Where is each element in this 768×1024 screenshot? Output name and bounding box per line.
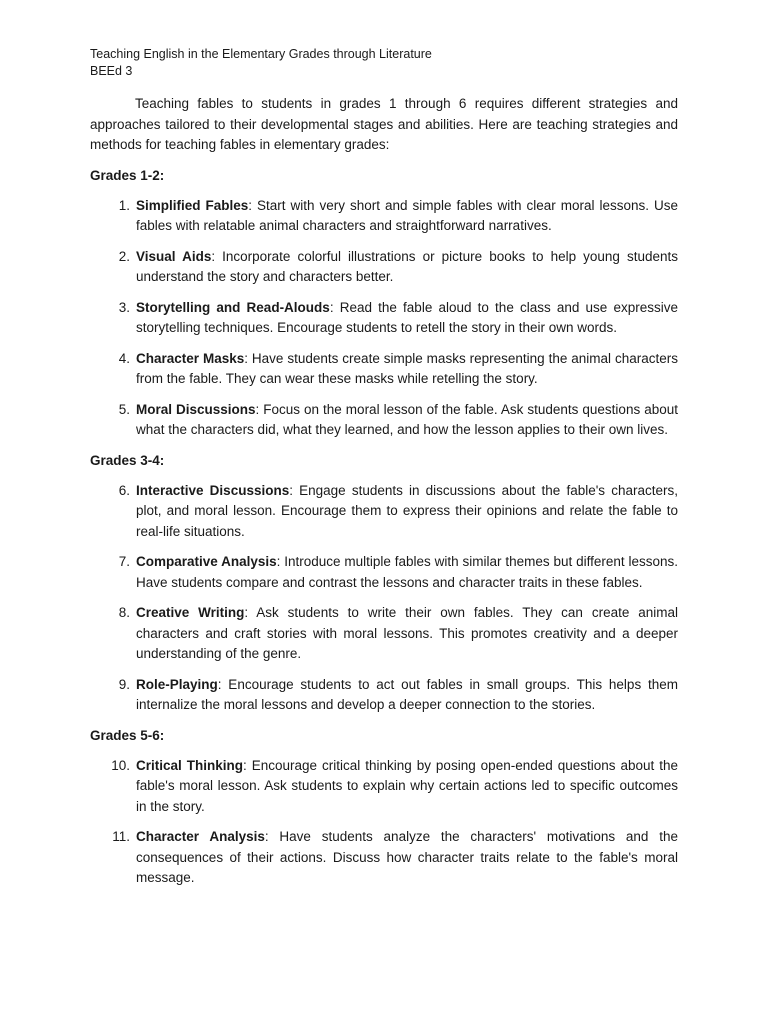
grade-heading: Grades 5-6: [90,727,165,743]
strategy-number: 5. [118,401,130,417]
strategy-description: : Encourage critical thinking by posing open-ended questions about the fable's moral lesson. Ask students to explain why certain actions led to specific outcomes in the story. [136,757,678,814]
strategy-term: Comparative Analysis [136,554,277,569]
strategy-term: Storytelling and Read-Alouds [136,299,330,315]
strategy-item [90,827,678,889]
strategy-term: Simplified Fables [136,197,249,213]
strategy-item [90,675,678,716]
strategy-term: Character Analysis [136,829,265,844]
strategy-item [90,552,678,593]
strategy-description: : Engage students in discussions about the fable's characters, plot, and moral lesson. Encourage them to express their opinions and relate the fable to real-life situations. [136,482,678,539]
strategy-number: 2. [118,248,130,264]
strategy-description: : Ask students to write their own fables. They can create animal characters and craft stories with moral lessons. This promotes creativity and a deeper understanding of the genre. [136,605,678,661]
strategy-item [90,400,678,441]
strategy-item [90,298,678,339]
strategy-term: Moral Discussions [136,401,256,417]
strategy-description: : Incorporate colorful illustrations or picture books to help young students understand the story and characters better. [136,248,678,284]
strategy-item [90,756,678,818]
strategy-description: : Encourage students to act out fables in small groups. This helps them internalize the moral lessons and develop a deeper connection to the stories. [136,676,678,712]
strategy-term: Visual Aids [136,248,212,264]
strategy-description: : Have students analyze the characters' motivations and the consequences of their actions. Discuss how character traits relate to the fable's moral message. [136,829,678,885]
strategy-number: 10. [111,757,130,773]
grade-heading: Grades 3-4: [90,452,165,468]
course-section: BEEd 3 [90,64,133,78]
course-title: Teaching English in the Elementary Grades through Literature [90,47,432,61]
strategy-description: : Focus on the moral lesson of the fable. Ask students questions about what the characters did, what they learned, and how the lesson applies to their own lives. [136,401,678,437]
strategy-list [90,196,678,441]
strategy-list [90,481,678,716]
strategy-description: : Start with very short and simple fables with clear moral lessons. Use fables with relatable animal characters and straightforward narratives. [136,197,678,233]
strategy-number: 1. [118,197,130,213]
strategy-list [90,756,678,889]
grade-heading: Grades 1-2: [90,167,165,183]
strategy-description: : Read the fable aloud to the class and use expressive storytelling techniques. Encourage students to retell the story in their own words. [136,299,678,335]
strategy-number: 11. [112,829,130,844]
strategy-number: 7. [118,554,130,569]
strategy-number: 3. [118,299,130,315]
strategy-number: 6. [118,482,130,498]
strategy-groups [90,166,678,889]
strategy-item [90,247,678,288]
strategy-number: 9. [118,676,130,692]
strategy-item [90,196,678,237]
intro-paragraph: Teaching fables to students in grades 1 through 6 requires different strategies and approaches tailored to their developmental stages and abilities. Here are teaching strategies and methods for teaching fables in elementary grades: [90,96,678,152]
strategy-term: Role-Playing [136,676,218,692]
strategy-term: Creative Writing [136,605,245,620]
strategy-description: : Have students create simple masks representing the animal characters from the fable. They can wear these masks while retelling the story. [136,350,678,386]
strategy-description: : Introduce multiple fables with similar themes but different lessons. Have students compare and contrast the lessons and character traits in these fables. [136,554,678,590]
strategy-number: 4. [118,350,130,366]
strategy-term: Interactive Discussions [136,482,290,498]
strategy-term: Character Masks [136,350,245,366]
strategy-term: Critical Thinking [136,757,243,773]
strategy-item [90,603,678,665]
strategy-item [90,349,678,390]
strategy-number: 8. [118,605,130,620]
strategy-item [90,481,678,543]
